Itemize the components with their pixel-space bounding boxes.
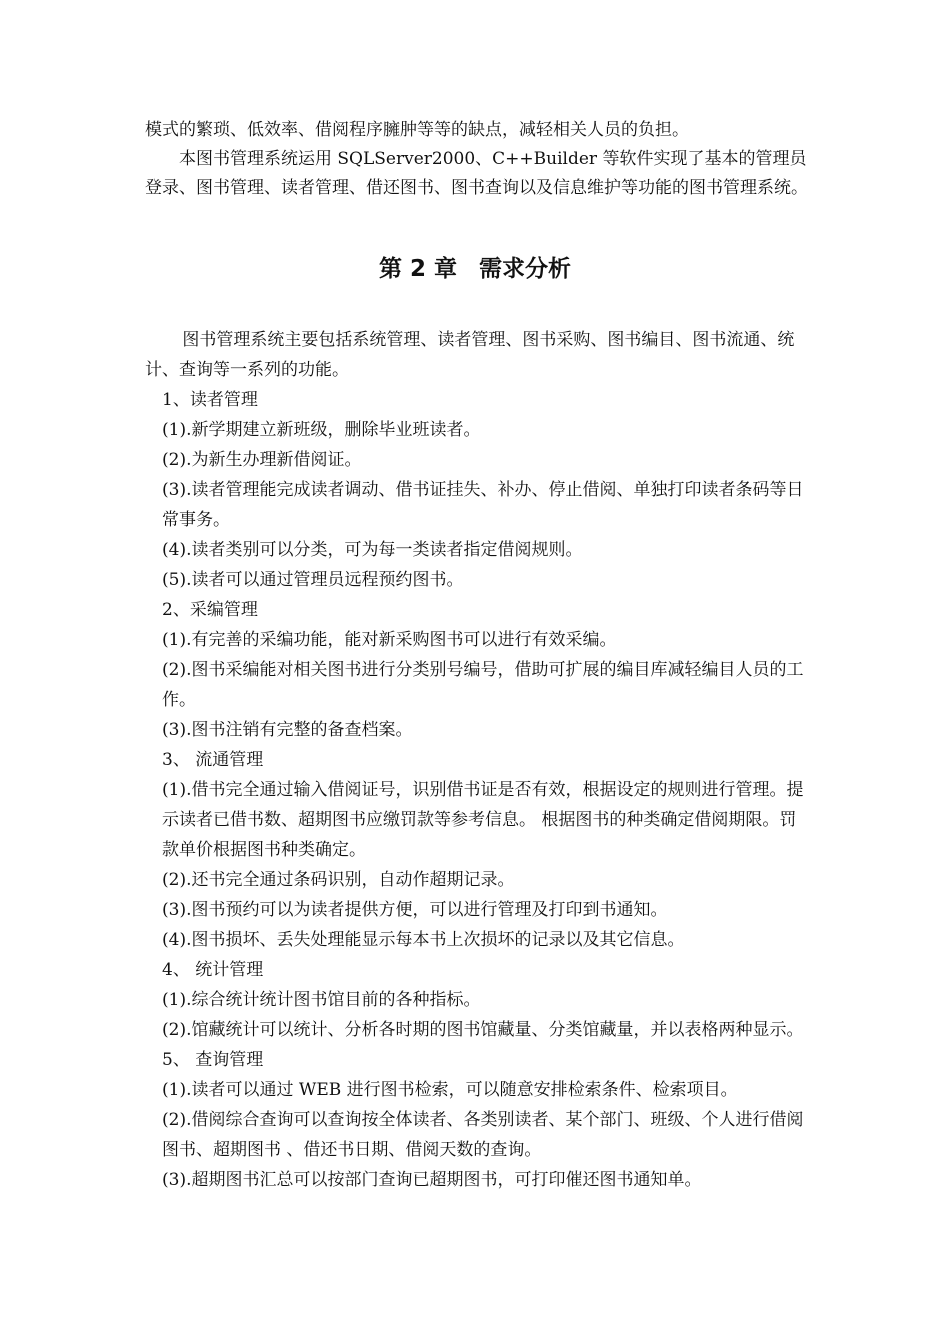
intro-section — [145, 116, 810, 203]
section-title: 3、 流通管理 — [162, 750, 264, 770]
list-item: (3).图书注销有完整的备查档案。 — [162, 720, 413, 740]
list-item: (1).有完善的采编功能，能对新采购图书可以进行有效采编。 — [162, 630, 617, 650]
list-item: (2).馆藏统计可以统计、分析各时期的图书馆藏量、分类馆藏量，并以表格两种显示。 — [162, 1020, 804, 1040]
section-title: 4、 统计管理 — [162, 960, 264, 980]
list-item: (3).读者管理能完成读者调动、借书证挂失、补办、停止借阅、单独打印读者条码等日常事务。 — [162, 480, 804, 530]
section-title: 5、 查询管理 — [162, 1050, 264, 1070]
list-item: (4).读者类别可以分类，可为每一类读者指定借阅规则。 — [162, 540, 583, 560]
intro-paragraph-2: 本图书管理系统运用 SQLServer2000、C++Builder 等软件实现了基本的管理员登录、图书管理、读者管理、借还图书、图书查询以及信息维护等功能的图书管理系统。 — [145, 149, 808, 198]
chapter-title: 需求分析 — [479, 256, 572, 282]
list-item: (1).读者可以通过 WEB 进行图书检索，可以随意安排检索条件、检索项目。 — [162, 1080, 738, 1100]
list-item: (2).借阅综合查询可以查询按全体读者、各类别读者、某个部门、班级、个人进行借阅图书、超期图书 、借还书日期、借阅天数的查询。 — [162, 1110, 804, 1160]
intro-paragraph-1: 模式的繁琐、低效率、借阅程序臃肿等等的缺点，减轻相关人员的负担。 — [145, 120, 689, 140]
list-item: (1).借书完全通过输入借阅证号，识别借书证是否有效，根据设定的规则进行管理。提示读者已借书数、超期图书应缴罚款等参考信息。 根据图书的种类确定借阅期限。罚款单价根据图书种类确定。 — [162, 780, 804, 860]
list-item: (5).读者可以通过管理员远程预约图书。 — [162, 570, 464, 590]
section-title: 2、采编管理 — [162, 600, 258, 620]
chapter-heading — [0, 250, 950, 283]
section-title: 1、读者管理 — [162, 390, 258, 410]
list-item: (2).为新生办理新借阅证。 — [162, 450, 362, 470]
list-item: (1).综合统计统计图书馆目前的各种指标。 — [162, 990, 481, 1010]
list-item: (3).图书预约可以为读者提供方便，可以进行管理及打印到书通知。 — [162, 900, 668, 920]
list-item: (1).新学期建立新班级，删除毕业班读者。 — [162, 420, 481, 440]
list-item: (2).还书完全通过条码识别，自动作超期记录。 — [162, 870, 515, 890]
list-item: (3).超期图书汇总可以按部门查询已超期图书，可打印催还图书通知单。 — [162, 1170, 702, 1190]
requirements-body — [145, 325, 810, 1195]
chapter-number: 第 2 章 — [378, 256, 458, 282]
overview-paragraph: 图书管理系统主要包括系统管理、读者管理、图书采购、图书编目、图书流通、统计、查询等一系列的功能。 — [145, 330, 795, 380]
list-item: (2).图书采编能对相关图书进行分类别号编号，借助可扩展的编目库减轻编目人员的工作。 — [162, 660, 804, 710]
list-item: (4).图书损坏、丢失处理能显示每本书上次损坏的记录以及其它信息。 — [162, 930, 685, 950]
